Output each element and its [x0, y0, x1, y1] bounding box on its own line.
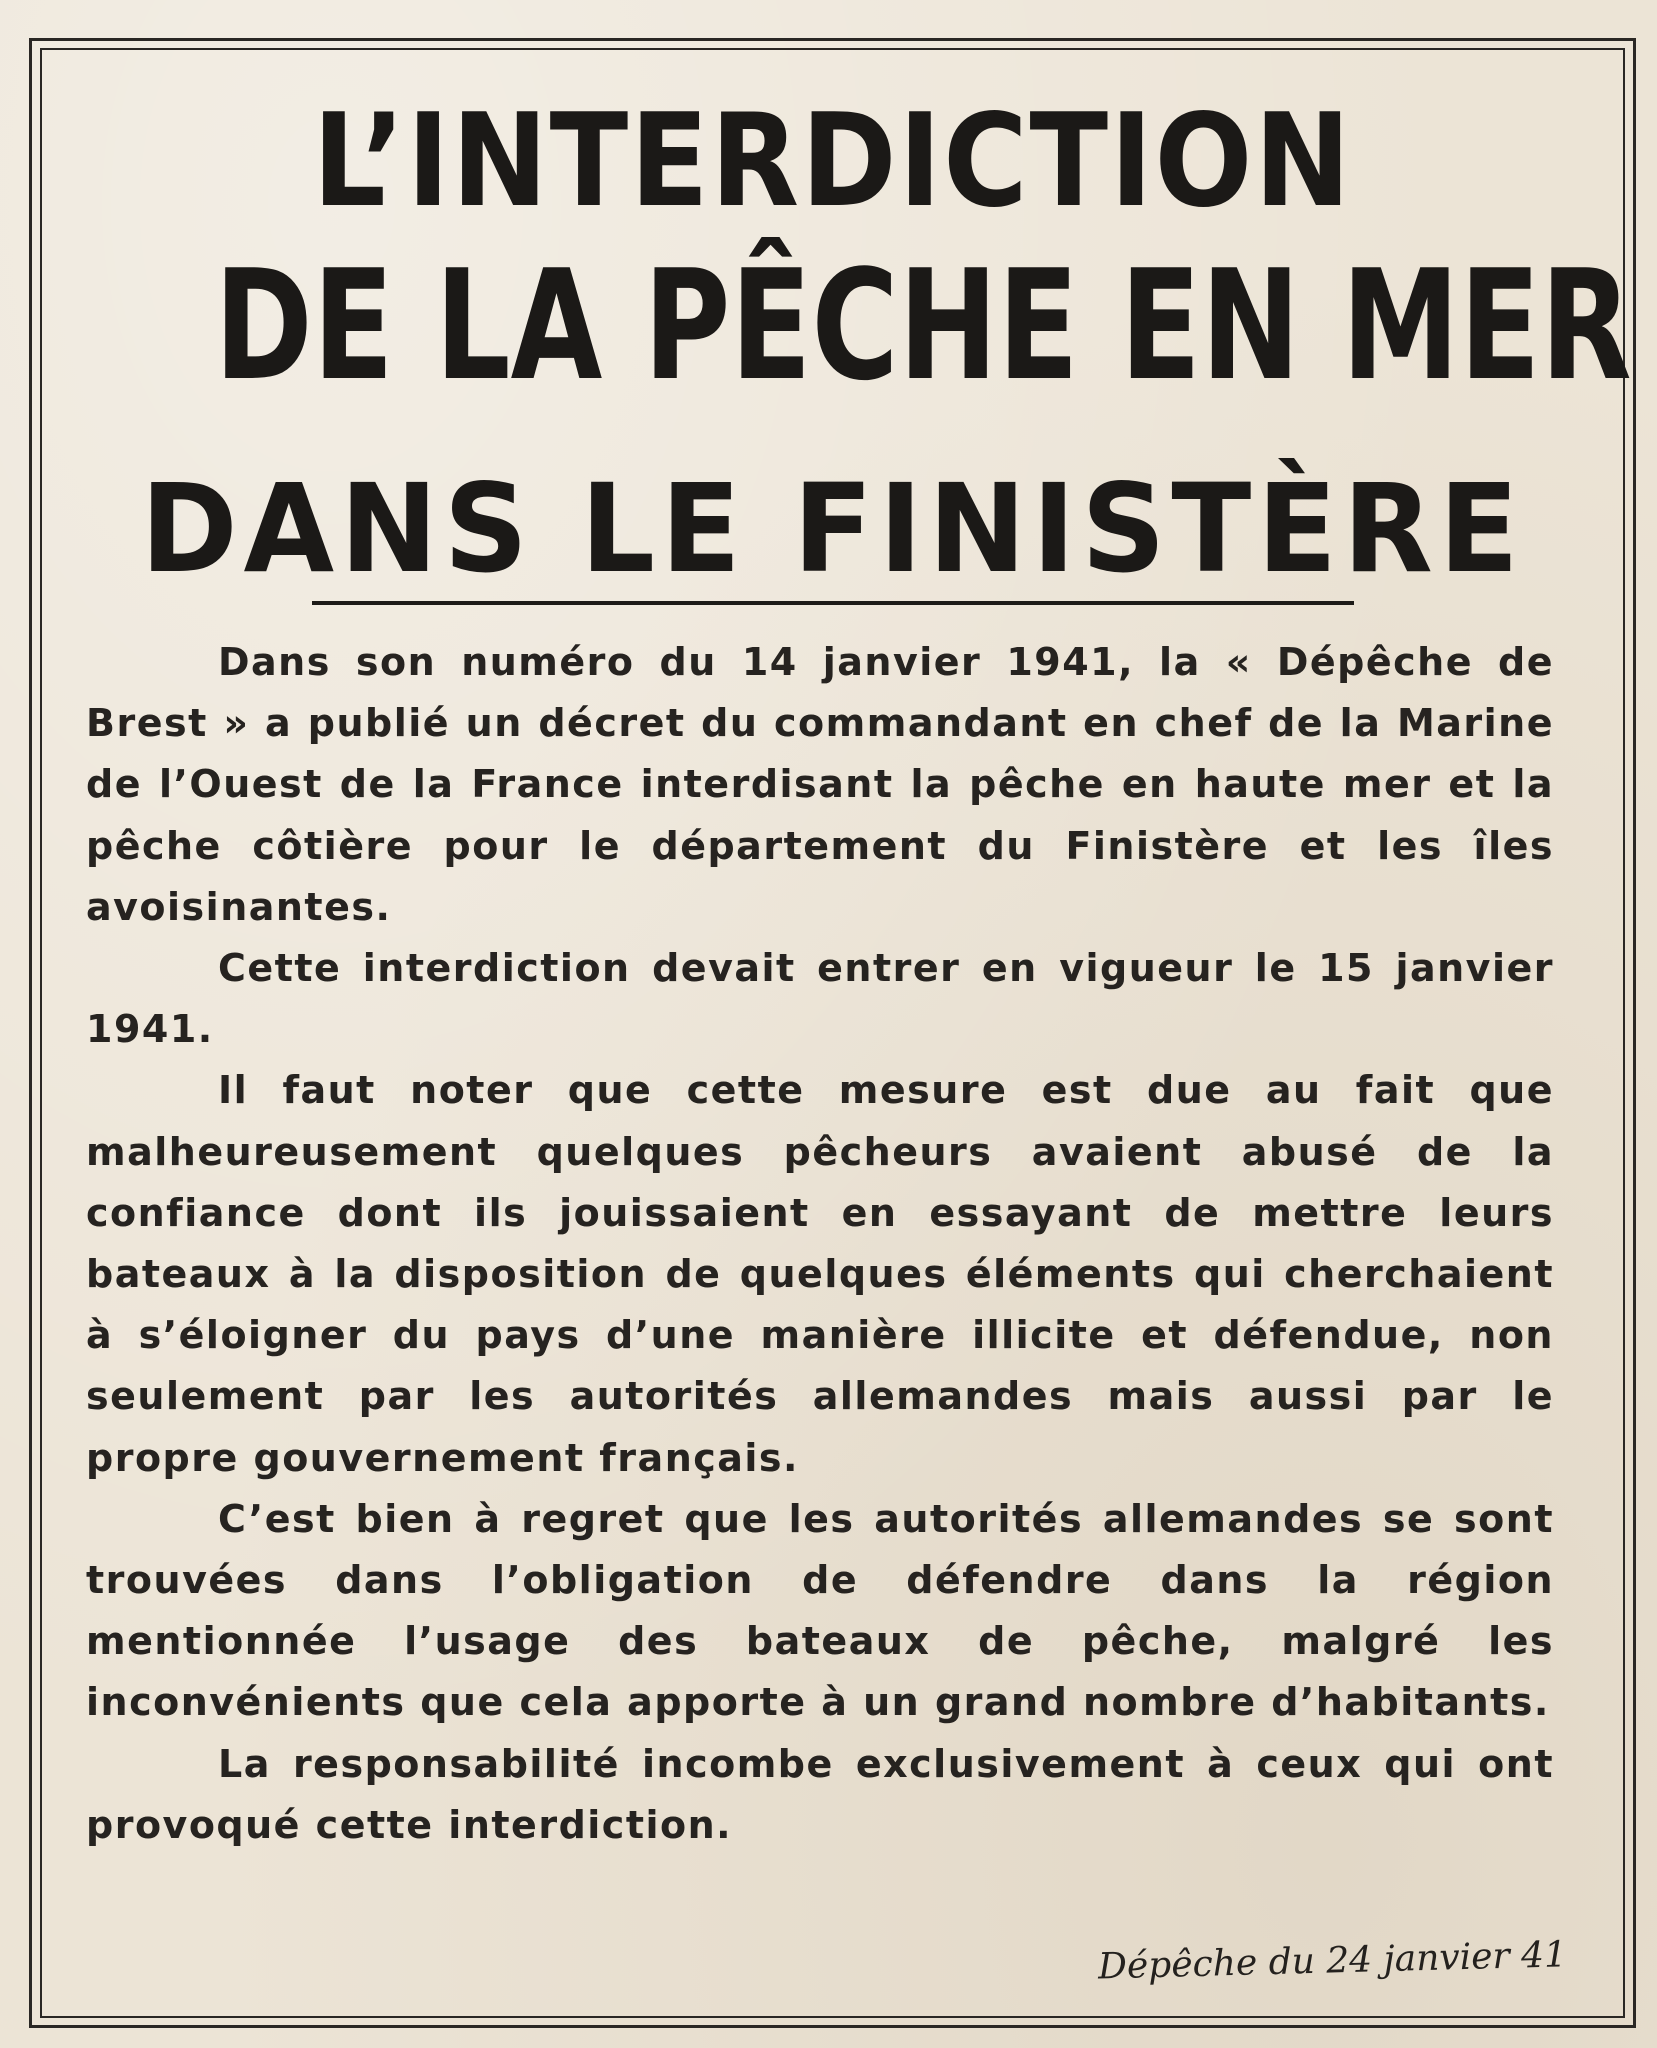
article-body [86, 632, 1554, 1856]
headline-underline [312, 601, 1354, 605]
handwritten-source-note: Dépêche du 24 janvier 41 [1097, 1934, 1568, 1988]
paragraph-4: C’est bien à regret que les autorités allemandes se sont trouvées dans l’obligation de défendre dans la région mentionnée l’usage des bateaux de pêche, malgré les inconvénients que cela apporte à un grand nombre d’habitants. [86, 1496, 1554, 1725]
paragraph-2: Cette interdiction devait entrer en vigueur le 15 janvier 1941. [86, 946, 1554, 1052]
headline-line-2: DE LA PÊCHE EN MER [214, 237, 1632, 414]
paragraph-1: Dans son numéro du 14 janvier 1941, la « Dépêche de Brest » a publié un décret du commandant en chef de la Marine de l’Ouest de la France interdisant la pêche en haute mer et la pêche côtière pour le département du Finistère et les îles avoisinantes. [86, 640, 1554, 929]
headline-line-3: DANS LE FINISTÈRE [140, 458, 1525, 600]
headline-line-1: L’INTERDICTION [312, 87, 1353, 236]
paragraph-5: La responsabilité incombe exclusivement à ceux qui ont provoqué cette interdiction. [86, 1741, 1554, 1847]
paragraph-3: Il faut noter que cette mesure est due au fait que malheureusement quelques pêcheurs avaient abusé de la confiance dont ils jouissaient en essayant de mettre leurs bateaux à la disposition de quelques éléments qui cherchaient à s’éloigner du pays d’une manière illicite et défendue, non seulement par les autorités allemandes mais aussi par le propre gouvernement français. [86, 1068, 1554, 1480]
